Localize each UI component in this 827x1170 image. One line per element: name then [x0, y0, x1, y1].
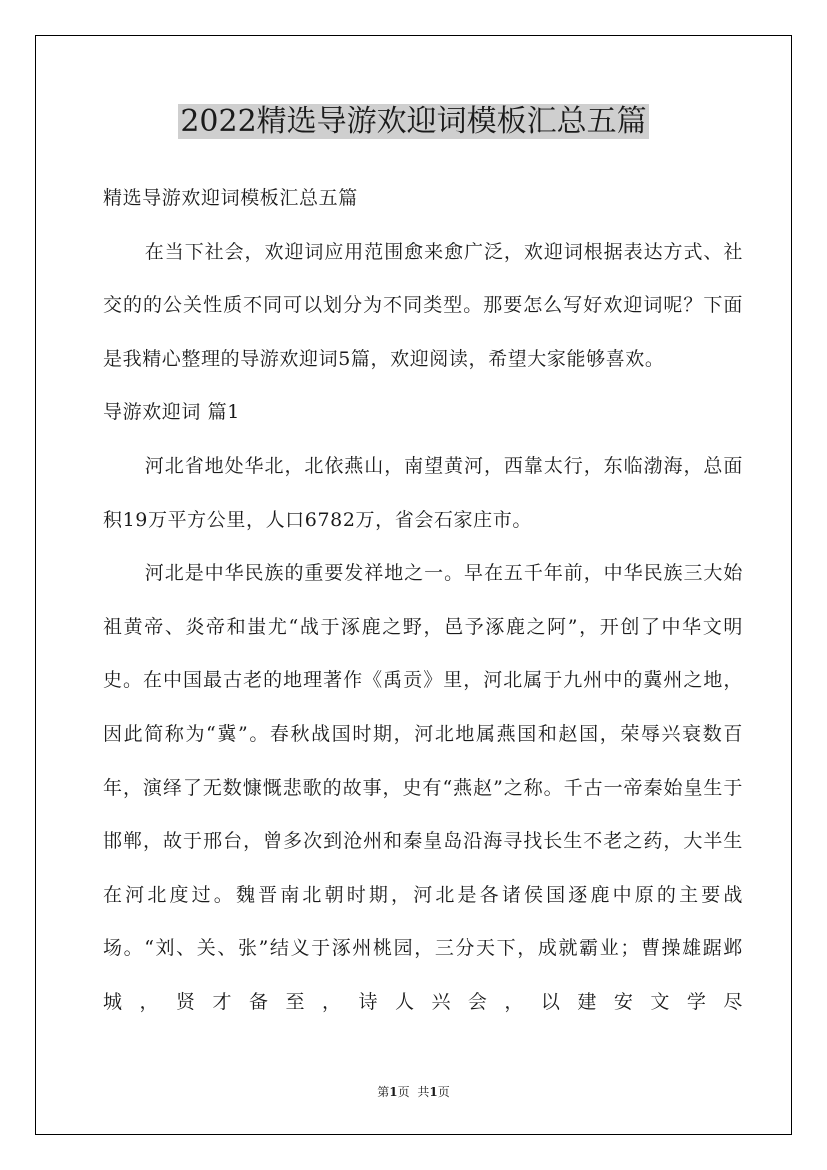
section-heading: 导游欢迎词 篇1: [103, 401, 240, 424]
subtitle-line: 精选导游欢迎词模板汇总五篇: [103, 187, 358, 209]
total-label-suffix: 页: [437, 1085, 450, 1099]
body-paragraph: 河北省地处华北，北依燕山，南望黄河，西靠太行，东临渤海，总面积19万平方公里，人口6782万，省会石家庄市。: [103, 454, 743, 531]
page-footer: [0, 1084, 827, 1100]
total-label-prefix: 共: [417, 1085, 430, 1099]
page-label-prefix: 第: [377, 1085, 390, 1099]
page-number: 1: [389, 1085, 398, 1099]
intro-paragraph: 在当下社会，欢迎词应用范围愈来愈广泛，欢迎词根据表达方式、社交的的公关性质不同可以划分为不同类型。那要怎么写好欢迎词呢？下面是我精心整理的导游欢迎词5篇，欢迎阅读，希望大家能够喜欢。: [103, 240, 743, 370]
total-pages: 1: [429, 1085, 438, 1099]
document-title: [0, 100, 827, 144]
page-label-suffix: 页: [397, 1085, 410, 1099]
document-title-text: 2022精选导游欢迎词模板汇总五篇: [180, 104, 647, 139]
document-body: [103, 172, 743, 1030]
body-paragraph: 河北是中华民族的重要发祥地之一。早在五千年前，中华民族三大始祖黄帝、炎帝和蚩尤“战于涿鹿之野，邑予涿鹿之阿”，开创了中华文明史。在中国最古老的地理著作《禹贡》里，河北属于九州中的冀州之地，因此简称为“冀”。春秋战国时期，河北地属燕国和赵国，荣辱兴衰数百年，演绎了无数慷慨悲歌的故事，史有“燕赵”之称。千古一帝秦始皇生于邯郸，故于邢台，曾多次到沧州和秦皇岛沿海寻找长生不老之药，大半生在河北度过。魏晋南北朝时期，河北是各诸侯国逐鹿中原的主要战场。“刘、关、张”结义于涿州桃园，三分天下，成就霸业；曹操雄踞邺城，贤才备至，诗人兴会，以建安文学尽: [103, 562, 743, 1013]
